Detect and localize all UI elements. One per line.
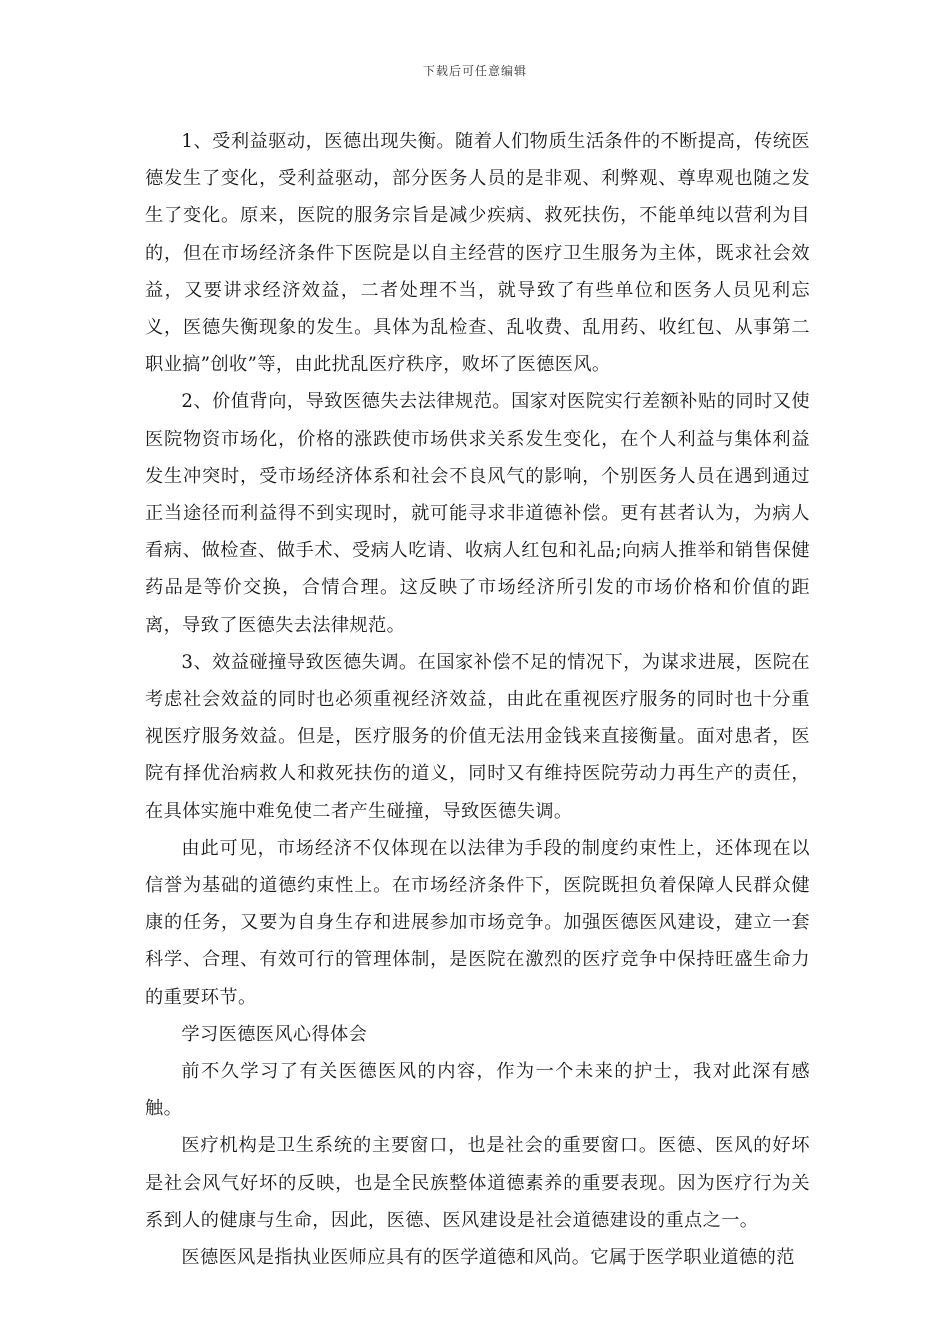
paragraph-7: 医德医风是指执业医师应具有的医学道德和风尚。它属于医学职业道德的范 bbox=[181, 1247, 795, 1269]
page-header: 下载后可任意编辑 bbox=[422, 64, 527, 78]
paragraph-1: 1、受利益驱动，医德出现失衡。随着人们物质生活条件的不断提高，传统医德发生了变化，受利益驱动，部分医务人员的是非观、利弊观、尊卑观也随之发生了变化。原来，医院的服务宗旨是减少疾病、救死扶伤，不能单纯以营利为目的，但在市场经济条件下医院是以自主经营的医疗卫生服务为主体，既求社会效益，又要讲求经济效益，二者处理不当，就导致了有些单位和医务人员见利忘义，医德失衡现象的发生。具体为乱检查、乱收费、乱用药、收红包、从事第二职业搞”创收”等，由此扰乱医疗秩序，败坏了医德医风。 bbox=[145, 131, 810, 376]
document-body bbox=[145, 123, 810, 1276]
paragraph-5: 前不久学习了有关医德医风的内容，作为一个未来的护士，我对此深有感触。 bbox=[145, 1061, 810, 1120]
section-heading: 学习医德医风心得体会 bbox=[181, 1023, 368, 1045]
paragraph-3: 3、效益碰撞导致医德失调。在国家补偿不足的情况下，为谋求进展，医院在考虑社会效益的同时也必须重视经济效益，由此在重视医疗服务的同时也十分重视医疗服务效益。但是，医疗服务的价值无法用金钱来直接衡量。面对患者，医院有择优治病救人和救死扶伤的道义，同时又有维持医院劳动力再生产的责任，在具体实施中难免使二者产生碰撞，导致医德失调。 bbox=[145, 651, 810, 822]
paragraph-2: 2、价值背向，导致医德失去法律规范。国家对医院实行差额补贴的同时又使医院物资市场化，价格的涨跌使市场供求关系发生变化，在个人利益与集体利益发生冲突时，受市场经济体系和社会不良风气的影响，个别医务人员在遇到通过正当途径而利益得不到实现时，就可能寻求非道德补偿。更有甚者认为，为病人看病、做检查、做手术、受病人吃请、收病人红包和礼品;向病人推举和销售保健药品是等价交换，合情合理。这反映了市场经济所引发的市场价格和价值的距离，导致了医德失去法律规范。 bbox=[145, 391, 810, 636]
paragraph-6: 医疗机构是卫生系统的主要窗口，也是社会的重要窗口。医德、医风的好坏是社会风气好坏的反映，也是全民族整体道德素养的重要表现。因为医疗行为关系到人的健康与生命，因此，医德、医风建设是社会道德建设的重点之一。 bbox=[145, 1135, 810, 1231]
paragraph-4: 由此可见，市场经济不仅体现在以法律为手段的制度约束性上，还体现在以信誉为基础的道德约束性上。在市场经济条件下，医院既担负着保障人民群众健康的任务，又要为自身生存和进展参加市场竞争。加强医德医风建设，建立一套科学、合理、有效可行的管理体制，是医院在激烈的医疗竞争中保持旺盛生命力的重要环节。 bbox=[145, 837, 810, 1008]
